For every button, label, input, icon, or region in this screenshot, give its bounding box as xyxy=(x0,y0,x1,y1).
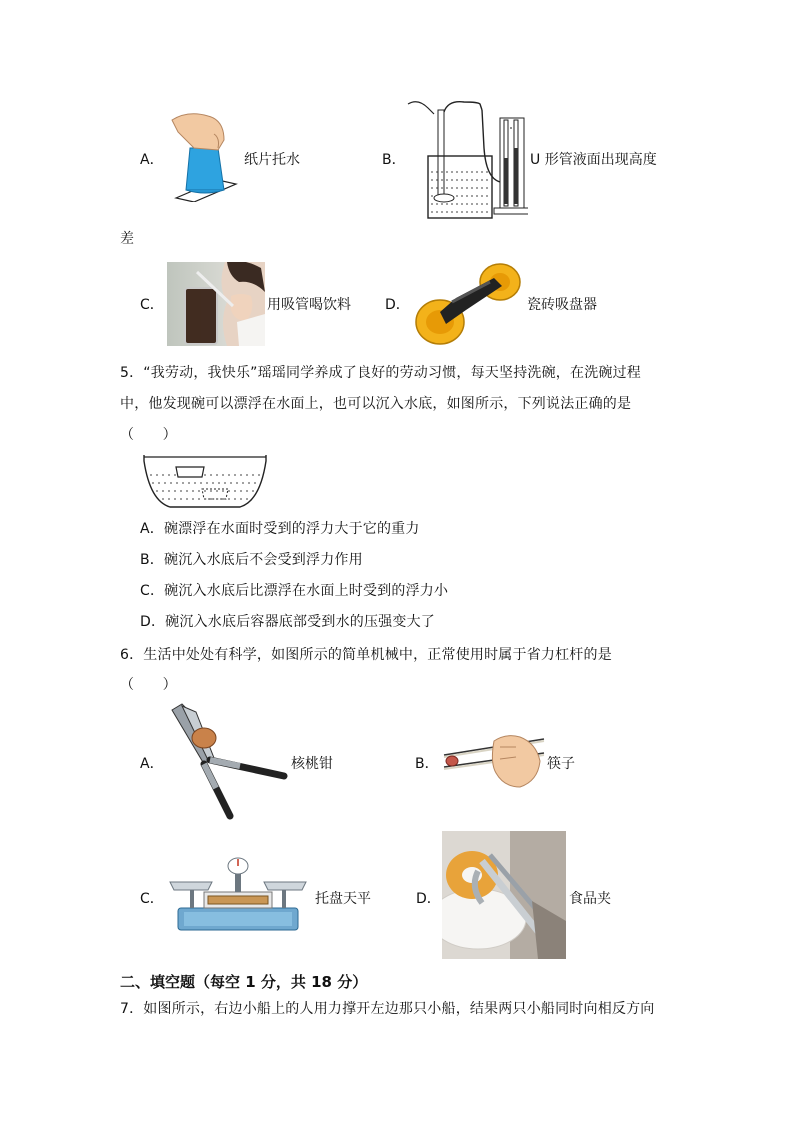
caption-d: 瓷砖吸盘器 xyxy=(527,297,597,313)
q6-caption-c: 托盘天平 xyxy=(315,891,371,907)
q6-caption-b: 筷子 xyxy=(547,756,575,772)
option-letter-b: B． xyxy=(382,152,406,168)
u-tube-manometer-figure xyxy=(404,98,528,222)
option-letter-a: A． xyxy=(140,152,164,168)
chopsticks-figure xyxy=(440,733,546,791)
caption-b-continued: 差 xyxy=(120,231,134,247)
q7-stem-line1: 7．如图所示，右边小船上的人用力撑开左边那只小船，结果两只小船同时向相反方向 xyxy=(120,1001,655,1017)
drinking-straw-photo xyxy=(167,262,265,346)
option-letter-c: C． xyxy=(140,297,164,313)
paper-holding-water-figure xyxy=(168,110,238,202)
q5-choice-b: B．碗沉入水底后不会受到浮力作用 xyxy=(140,552,363,568)
option-letter-d: D． xyxy=(385,297,410,313)
caption-b: U 形管液面出现高度 xyxy=(530,152,657,168)
caption-a: 纸片托水 xyxy=(244,152,300,168)
q6-option-letter-d: D． xyxy=(416,891,441,907)
q5-stem-line2: 中，他发现碗可以漂浮在水面上，也可以沉入水底，如图所示，下列说法正确的是 xyxy=(120,396,632,412)
q5-choice-c: C．碗沉入水底后比漂浮在水面上时受到的浮力小 xyxy=(140,583,449,599)
q5-choice-d: D．碗沉入水底后容器底部受到水的压强变大了 xyxy=(140,614,435,630)
tray-balance-figure xyxy=(164,854,312,934)
section-heading-fill-in: 二、填空题（每空 1 分，共 18 分） xyxy=(120,973,368,991)
q6-option-letter-b: B． xyxy=(415,756,439,772)
q5-answer-paren: （ ） xyxy=(120,427,177,443)
suction-cup-lifter-figure xyxy=(410,262,522,346)
q6-stem-line1: 6．生活中处处有科学，如图所示的简单机械中，正常使用时属于省力杠杆的是 xyxy=(120,647,612,663)
q6-answer-paren: （ ） xyxy=(120,677,177,693)
q6-option-letter-a: A． xyxy=(140,756,164,772)
q6-option-letter-c: C． xyxy=(140,891,164,907)
q6-caption-a: 核桃钳 xyxy=(291,756,333,772)
q6-caption-d: 食品夹 xyxy=(569,891,611,907)
q5-stem-line1: 5．“我劳动，我快乐”瑶瑶同学养成了良好的劳动习惯，每天坚持洗碗，在洗碗过程 xyxy=(120,365,642,381)
bowl-in-basin-figure xyxy=(140,453,270,511)
food-tongs-photo xyxy=(442,831,566,959)
q5-choice-a: A．碗漂浮在水面时受到的浮力大于它的重力 xyxy=(140,521,420,537)
caption-c: 用吸管喝饮料 xyxy=(267,297,351,313)
nutcracker-figure xyxy=(166,700,290,822)
